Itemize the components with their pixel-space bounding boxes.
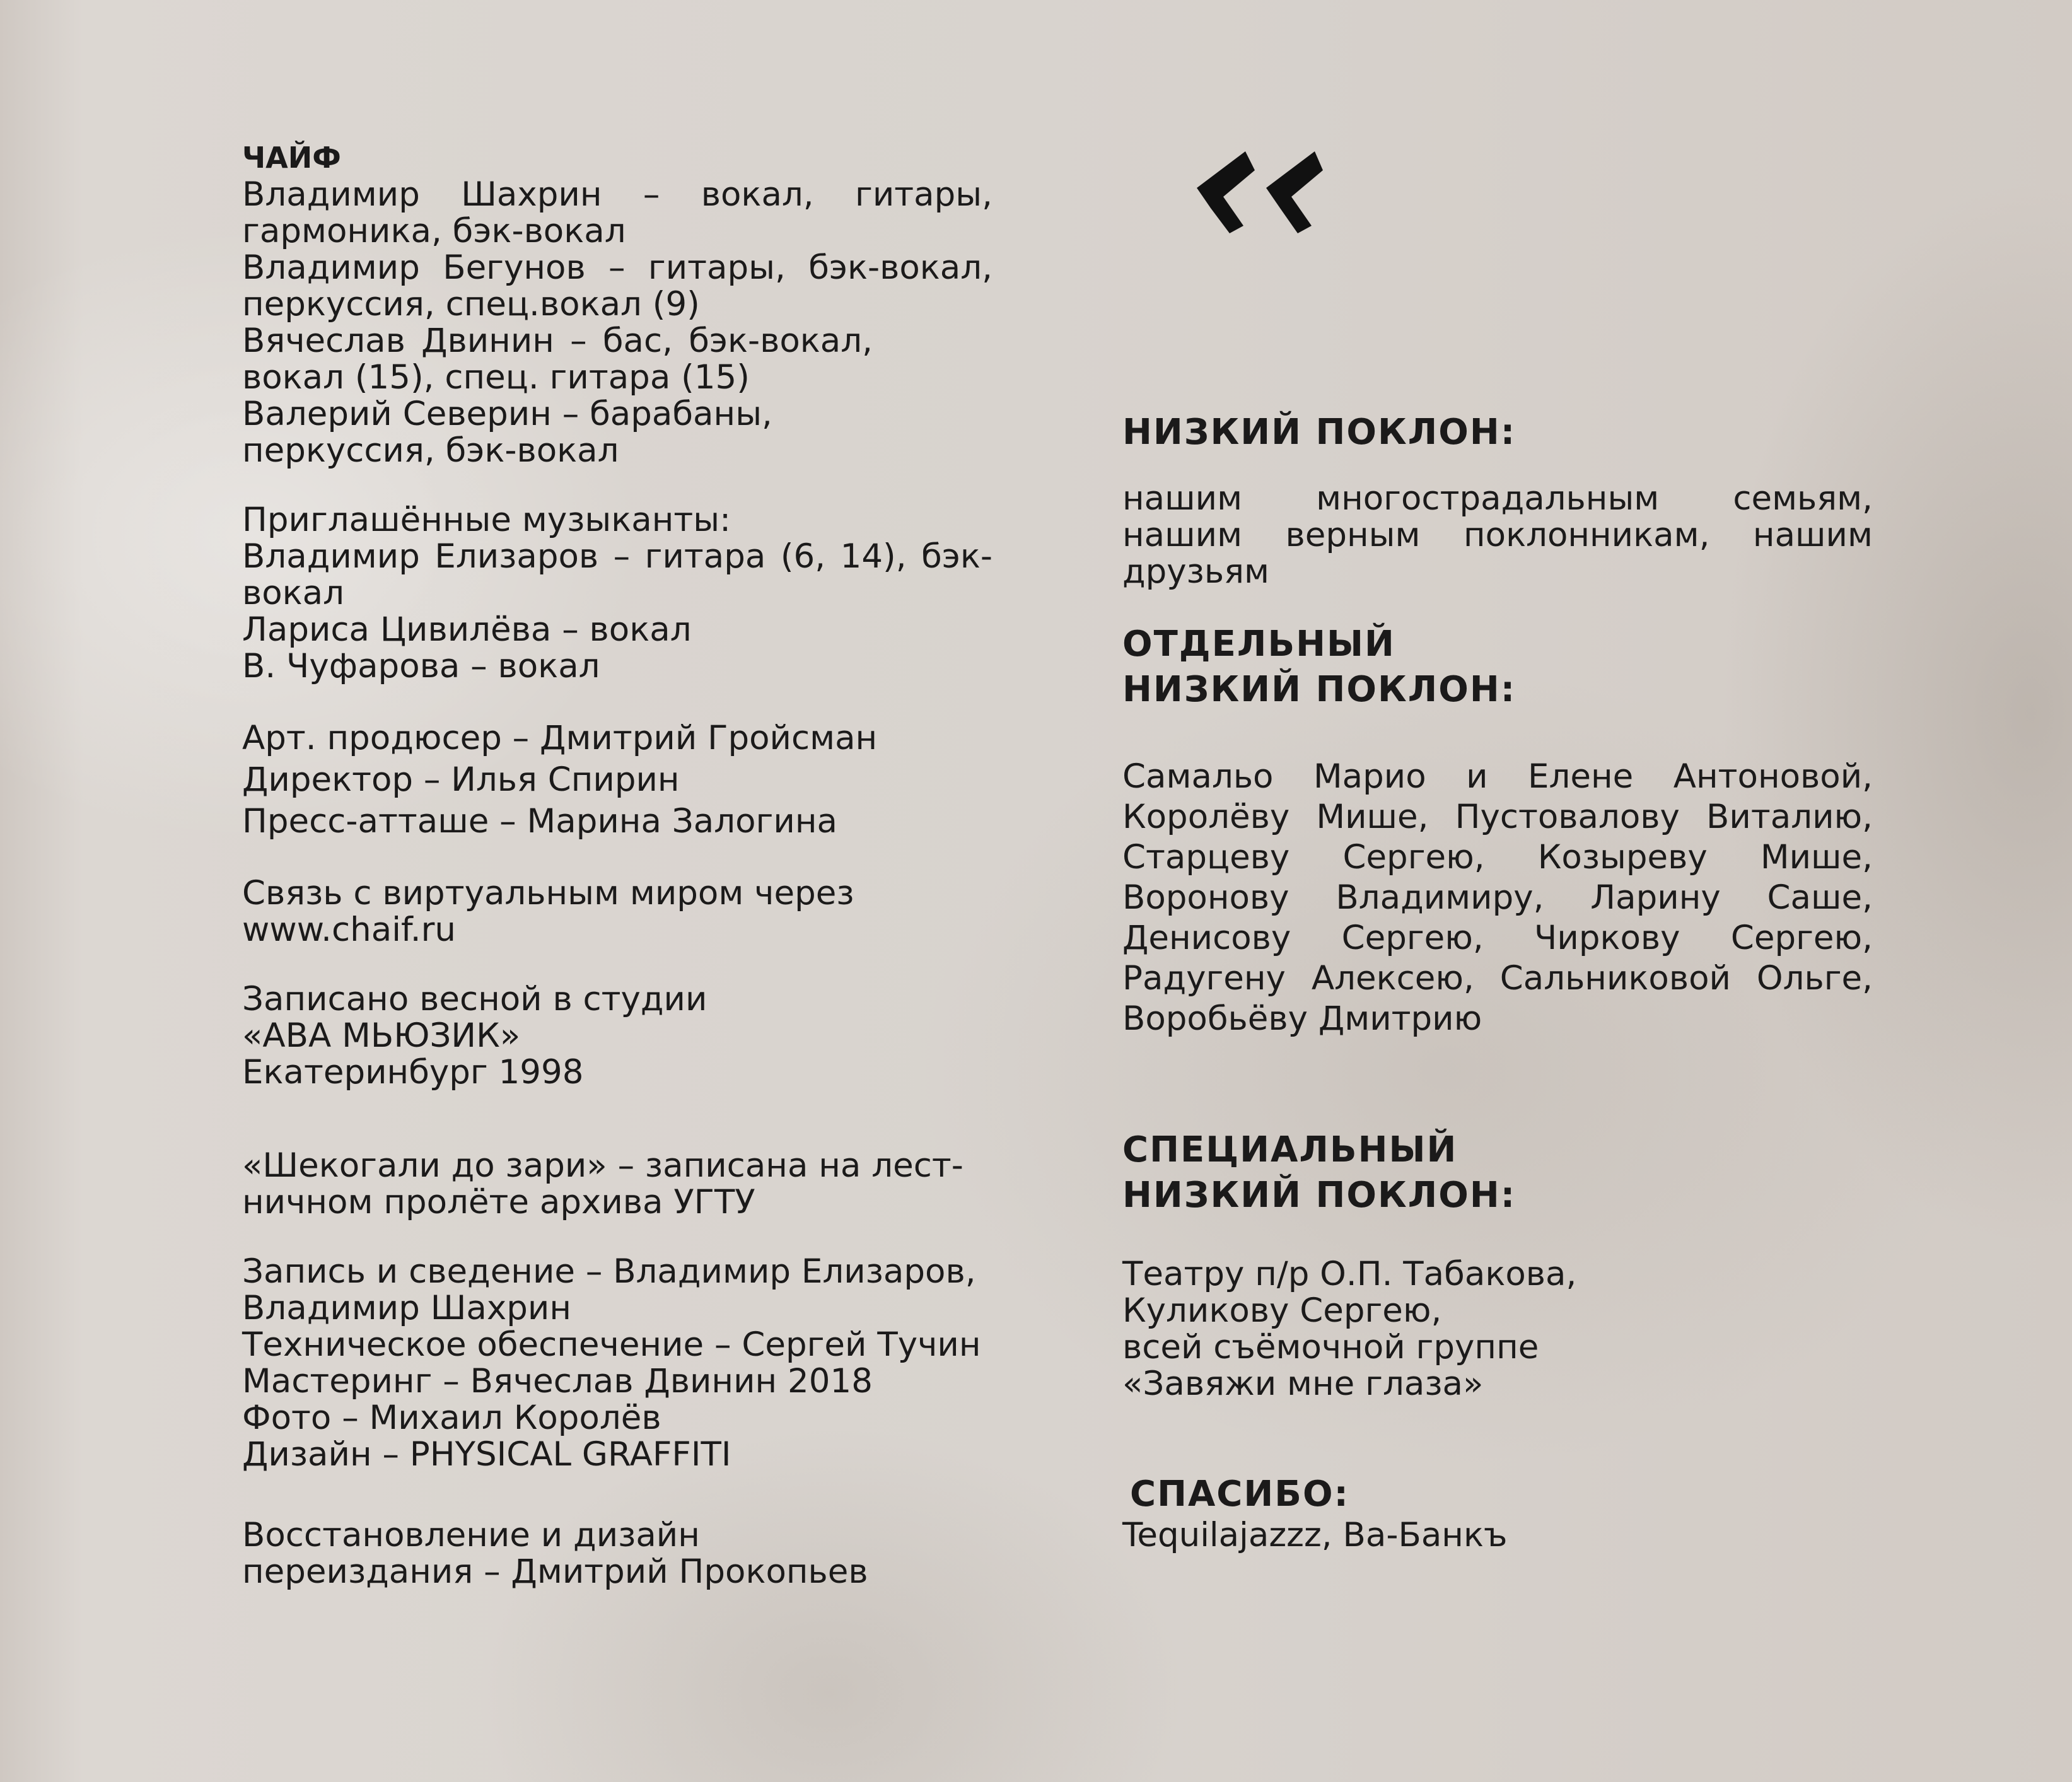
song-note: «Шекогали до зари» – записана на лест- bbox=[242, 1146, 963, 1185]
song-note: ничном пролёте архива УГТУ bbox=[242, 1183, 755, 1221]
staff-line: Пресс-атташе – Марина Залогина bbox=[242, 802, 837, 841]
tech-credits bbox=[242, 1254, 992, 1473]
section-text-names: Самальо Марио и Елене Антоновой, Королёву Мише, Пустовалову Виталию, Старцеву Сергею, Козыреву Мише, Воронову Владимиру, Ларину Саше, Денисову Сергею, Чиркову Сергею, Радугену Алексею, Сальниковой Ольге, Воробьёву Дмитрию bbox=[1122, 757, 1873, 1038]
guests-title: Приглашённые музыканты: bbox=[242, 501, 731, 539]
restore-credit: переиздания – Дмитрий Прокопьев bbox=[242, 1552, 868, 1591]
thanks-column bbox=[1122, 126, 1879, 1554]
web-text: Связь с виртуальным миром через bbox=[242, 874, 854, 912]
section-title-separate: ОТДЕЛЬНЫЙ bbox=[1122, 624, 1395, 665]
credits-column bbox=[242, 126, 992, 1590]
special-list bbox=[1122, 1256, 1879, 1402]
member-line: Валерий Северин – барабаны, перкуссия, бэк-вокал bbox=[242, 395, 772, 470]
special-line: Куликову Сергею, bbox=[1122, 1291, 1442, 1330]
staff-line: Арт. продюсер – Дмитрий Гройсман bbox=[242, 719, 878, 757]
section-title-thanks: СПАСИБО: bbox=[1130, 1474, 1349, 1515]
special-line: Театру п/р О.П. Табакова, bbox=[1122, 1255, 1577, 1293]
special-line: «Завяжи мне глаза» bbox=[1122, 1365, 1484, 1403]
member-line: Владимир Бегунов – гитары, бэк-вокал, перкуссия, спец.вокал (9) bbox=[242, 248, 992, 323]
studio-name: «АВА МЬЮЗИК» bbox=[242, 1016, 521, 1055]
member-line: Владимир Шахрин – вокал, гитары, гармоника, бэк-вокал bbox=[242, 175, 992, 250]
recording-line: Записано весной в студии bbox=[242, 980, 707, 1018]
members-list bbox=[242, 177, 992, 469]
section-text-families: нашим многострадальным семьям, нашим верным поклонникам, нашим друзьям bbox=[1122, 479, 1873, 591]
section-title-separate: НИЗКИЙ ПОКЛОН: bbox=[1122, 669, 1516, 710]
guest-line: Владимир Елизаров – гитара (6, 14), бэк-вокал bbox=[242, 537, 992, 612]
section-title-low-bow: НИЗКИЙ ПОКЛОН: bbox=[1122, 412, 1516, 453]
staff-list bbox=[242, 718, 992, 842]
guest-line: Лариса Цивилёва – вокал bbox=[242, 610, 692, 649]
tech-line: Запись и сведение – Владимир Елизаров, bbox=[242, 1252, 976, 1291]
band-title: ЧАЙФ bbox=[242, 141, 341, 175]
member-line: Вячеслав Двинин – бас, бэк-вокал, вокал (15), спец. гитара (15) bbox=[242, 322, 873, 397]
tech-line: Владимир Шахрин bbox=[242, 1289, 571, 1327]
section-title-special: СПЕЦИАЛЬНЫЙ bbox=[1122, 1129, 1458, 1170]
tech-line: Техническое обеспечение – Сергей Тучин bbox=[242, 1325, 981, 1364]
recording-place-year: Екатеринбург 1998 bbox=[242, 1053, 584, 1092]
guest-line: В. Чуфарова – вокал bbox=[242, 647, 600, 685]
tech-line: Фото – Михаил Королёв bbox=[242, 1399, 661, 1437]
section-text-thanks: Tequilajazzz, Ва-Банкъ bbox=[1122, 1516, 1508, 1554]
special-line: всей съёмочной группе bbox=[1122, 1328, 1539, 1366]
tech-line: Дизайн – PHYSICAL GRAFFITI bbox=[242, 1435, 731, 1474]
guests-list bbox=[242, 539, 992, 685]
section-title-special: НИЗКИЙ ПОКЛОН: bbox=[1122, 1175, 1516, 1216]
staff-line: Директор – Илья Спирин bbox=[242, 760, 680, 799]
tech-line: Мастеринг – Вячеслав Двинин 2018 bbox=[242, 1362, 873, 1401]
website-url: www.chaif.ru bbox=[242, 911, 456, 949]
restore-credit: Восстановление и дизайн bbox=[242, 1516, 700, 1554]
